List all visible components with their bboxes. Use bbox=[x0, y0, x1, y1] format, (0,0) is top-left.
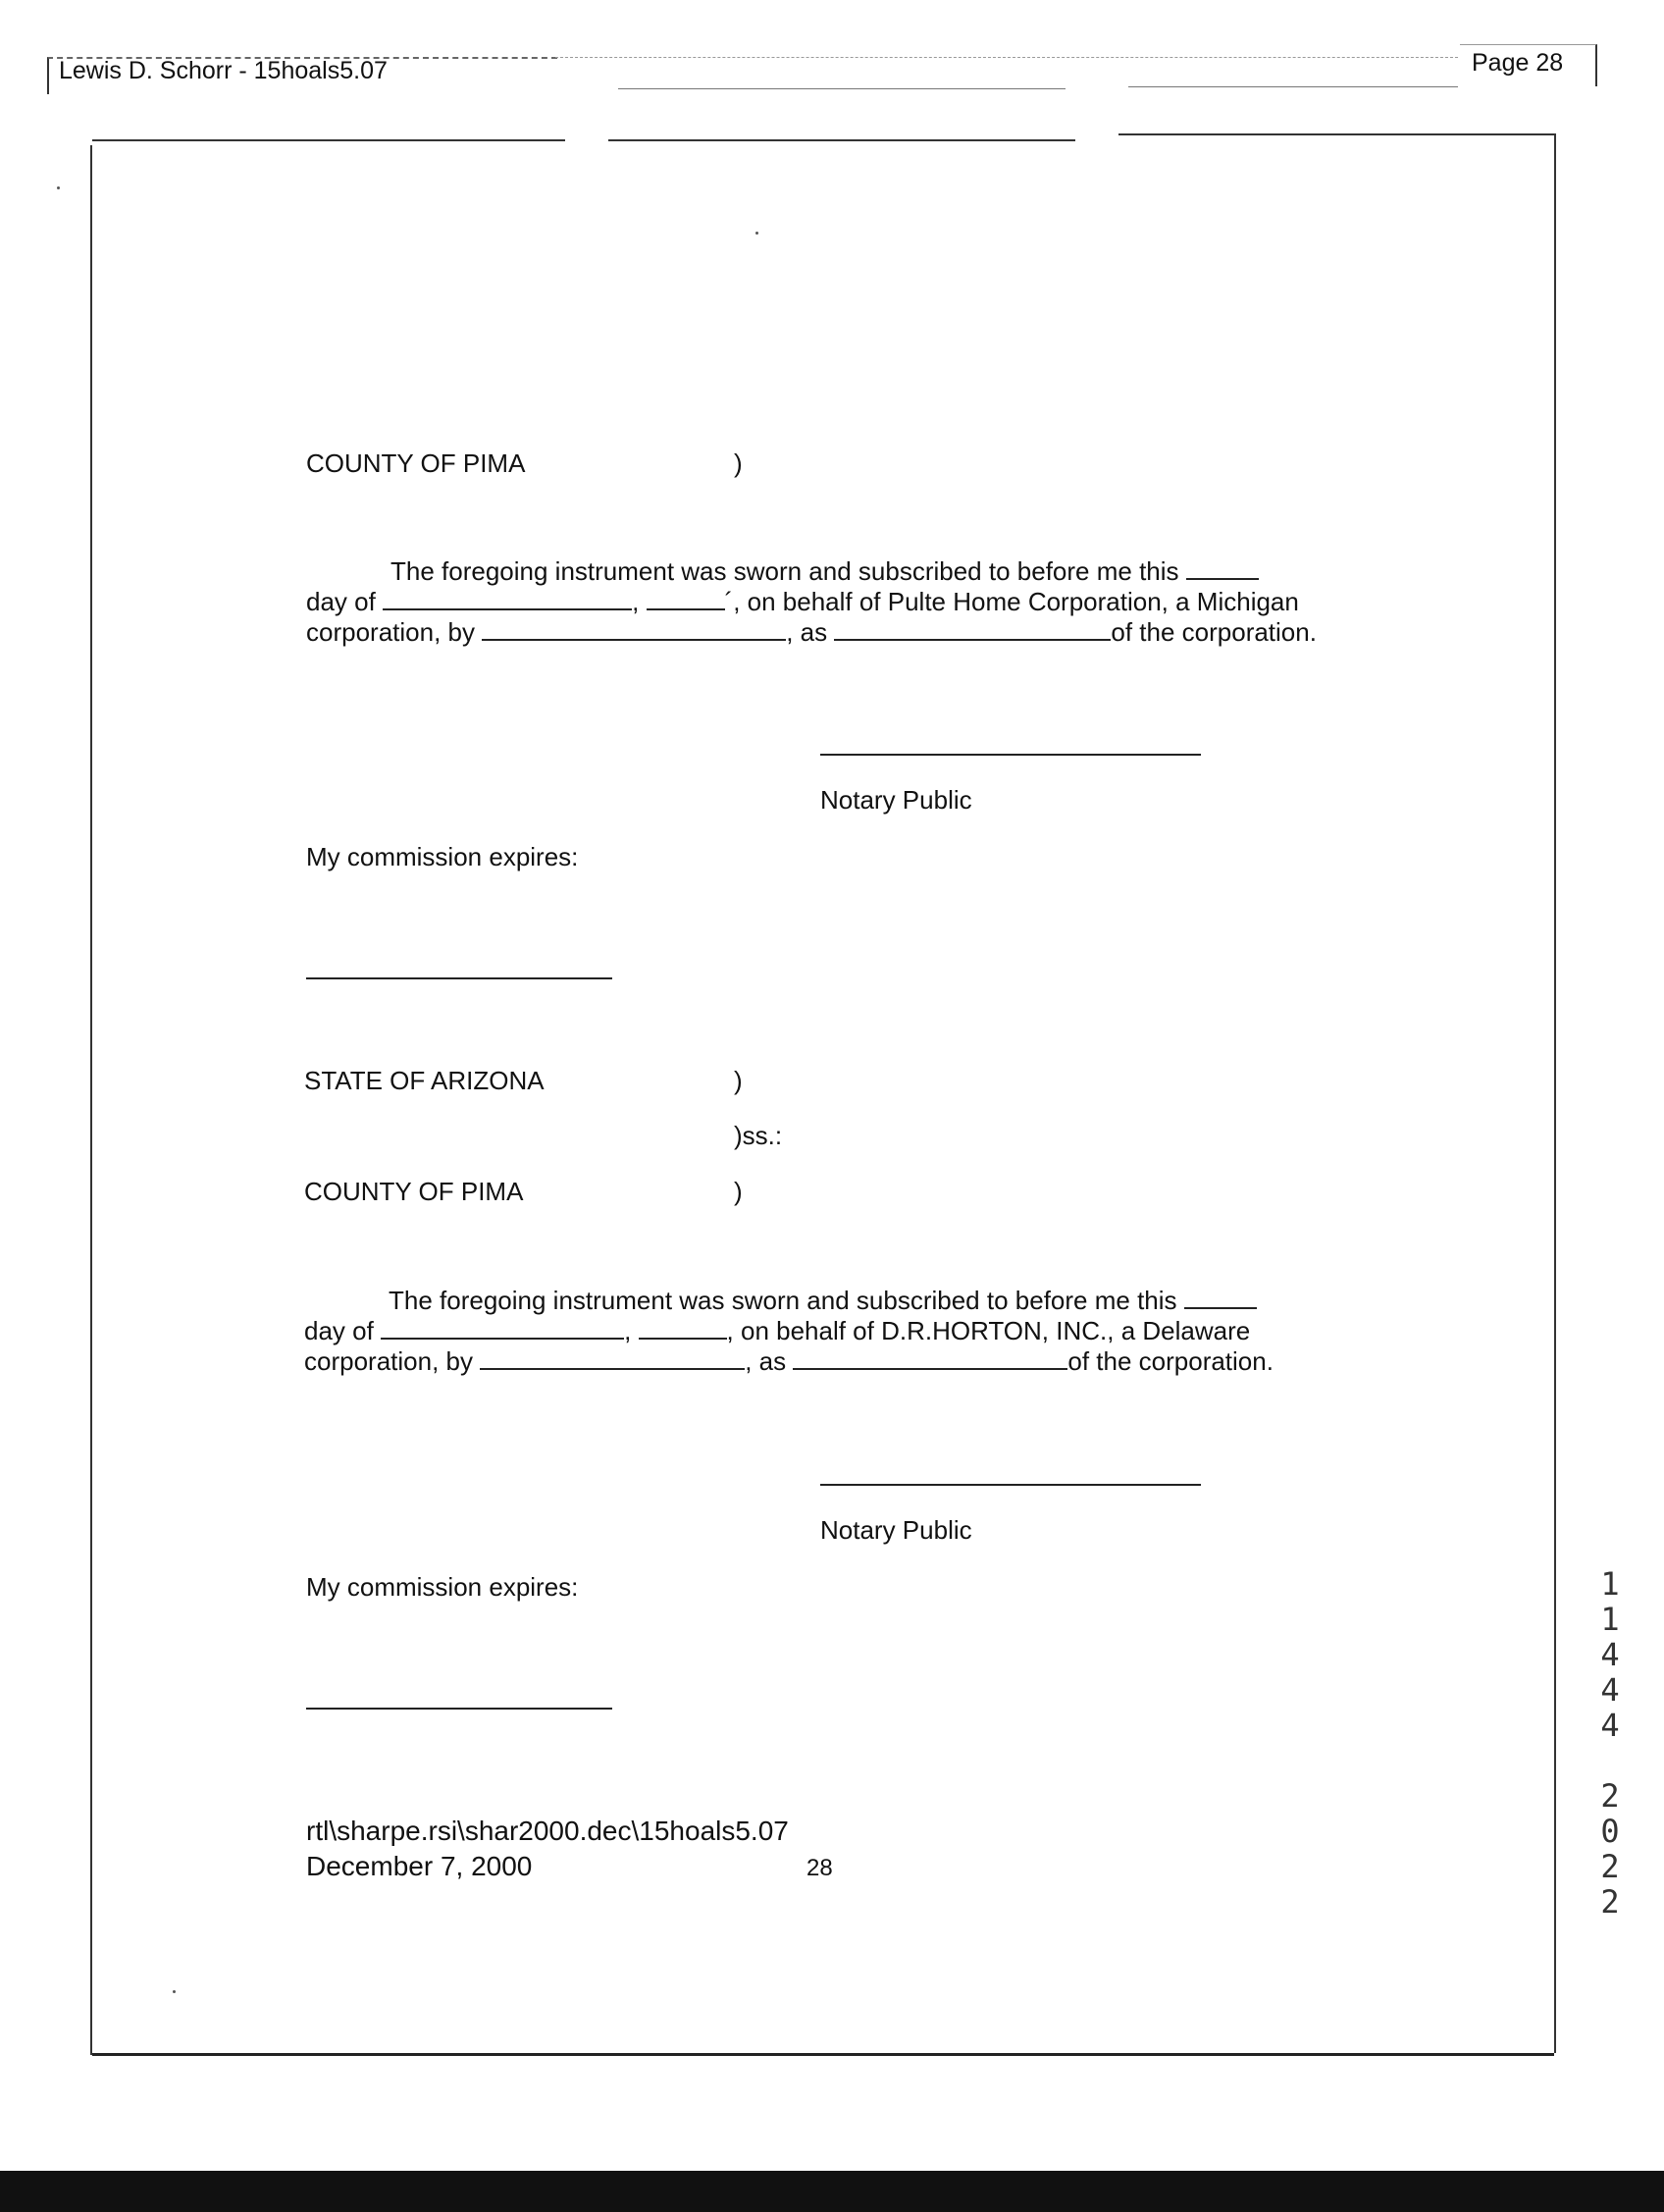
header-rule bbox=[1128, 86, 1458, 87]
acknowledgment-paragraph-2 bbox=[304, 1286, 1334, 1377]
county-paren-2: ) bbox=[734, 1177, 743, 1206]
para-text: , on behalf of D.R.HORTON, INC., a Delaware bbox=[726, 1316, 1251, 1345]
para-text: day of bbox=[306, 587, 376, 616]
para-line bbox=[306, 617, 1336, 648]
county-label-2: COUNTY OF PIMA bbox=[304, 1177, 524, 1206]
notary-public-label-1: Notary Public bbox=[820, 785, 972, 815]
scan-border-band bbox=[0, 2171, 1664, 2212]
para-text: , as bbox=[786, 617, 828, 647]
commission-line-2 bbox=[306, 1708, 612, 1710]
para-text: ´, on behalf of Pulte Home Corporation, a Michigan bbox=[724, 587, 1299, 616]
para-text: corporation, by bbox=[304, 1346, 473, 1376]
para-line bbox=[306, 556, 1336, 587]
state-paren: ) bbox=[734, 1066, 743, 1095]
notary-signature-line-1 bbox=[820, 754, 1201, 756]
para-text: The foregoing instrument was sworn and subscribed to before me this bbox=[390, 556, 1179, 586]
frame-right bbox=[1554, 133, 1556, 2053]
commission-line-1 bbox=[306, 977, 612, 979]
acknowledgment-paragraph-1 bbox=[306, 556, 1336, 648]
blank-field bbox=[482, 617, 786, 641]
header-rule bbox=[618, 88, 1066, 89]
para-text: , bbox=[632, 587, 640, 616]
blank-field bbox=[639, 1316, 727, 1340]
frame-left bbox=[90, 145, 92, 2055]
para-text: of the corporation. bbox=[1111, 617, 1317, 647]
para-line bbox=[306, 587, 1336, 617]
side-stamp-number: 1 1 4 4 4 2 0 2 2 bbox=[1600, 1565, 1620, 1921]
blank-field bbox=[834, 617, 1111, 641]
para-text: of the corporation. bbox=[1067, 1346, 1274, 1376]
para-text: corporation, by bbox=[306, 617, 475, 647]
blank-field bbox=[647, 587, 725, 610]
commission-expires-label-2: My commission expires: bbox=[306, 1572, 579, 1602]
frame-bottom bbox=[92, 2053, 1554, 2056]
footer-page-number: 28 bbox=[806, 1855, 833, 1881]
para-text: day of bbox=[304, 1316, 374, 1345]
header-title: Lewis D. Schorr - 15hoals5.07 bbox=[59, 57, 388, 84]
para-text: , bbox=[624, 1316, 632, 1345]
county-paren-1: ) bbox=[734, 448, 743, 478]
ss-label: )ss.: bbox=[734, 1121, 783, 1150]
blank-field bbox=[793, 1346, 1067, 1370]
county-label-1: COUNTY OF PIMA bbox=[306, 448, 526, 478]
blank-field bbox=[1184, 1286, 1257, 1309]
para-line bbox=[304, 1346, 1334, 1377]
footer-file-path: rtl\sharpe.rsi\shar2000.dec\15hoals5.07 bbox=[306, 1816, 789, 1846]
para-text: , as bbox=[745, 1346, 787, 1376]
frame-top bbox=[608, 139, 1075, 141]
speck bbox=[755, 232, 758, 235]
blank-field bbox=[1186, 556, 1259, 580]
notary-public-label-2: Notary Public bbox=[820, 1515, 972, 1545]
speck bbox=[57, 186, 60, 189]
blank-field bbox=[381, 1316, 624, 1340]
footer-date: December 7, 2000 bbox=[306, 1851, 533, 1881]
frame-top bbox=[1118, 133, 1554, 135]
para-text: The foregoing instrument was sworn and subscribed to before me this bbox=[389, 1286, 1177, 1315]
header-page-label: Page 28 bbox=[1472, 49, 1564, 77]
para-line bbox=[304, 1316, 1334, 1346]
commission-expires-label-1: My commission expires: bbox=[306, 842, 579, 871]
blank-field bbox=[383, 587, 632, 610]
frame-top bbox=[92, 139, 565, 141]
state-label: STATE OF ARIZONA bbox=[304, 1066, 545, 1095]
para-line bbox=[304, 1286, 1334, 1316]
blank-field bbox=[480, 1346, 745, 1370]
header-rule bbox=[555, 57, 1458, 58]
notary-signature-line-2 bbox=[820, 1484, 1201, 1486]
speck bbox=[173, 1990, 176, 1993]
